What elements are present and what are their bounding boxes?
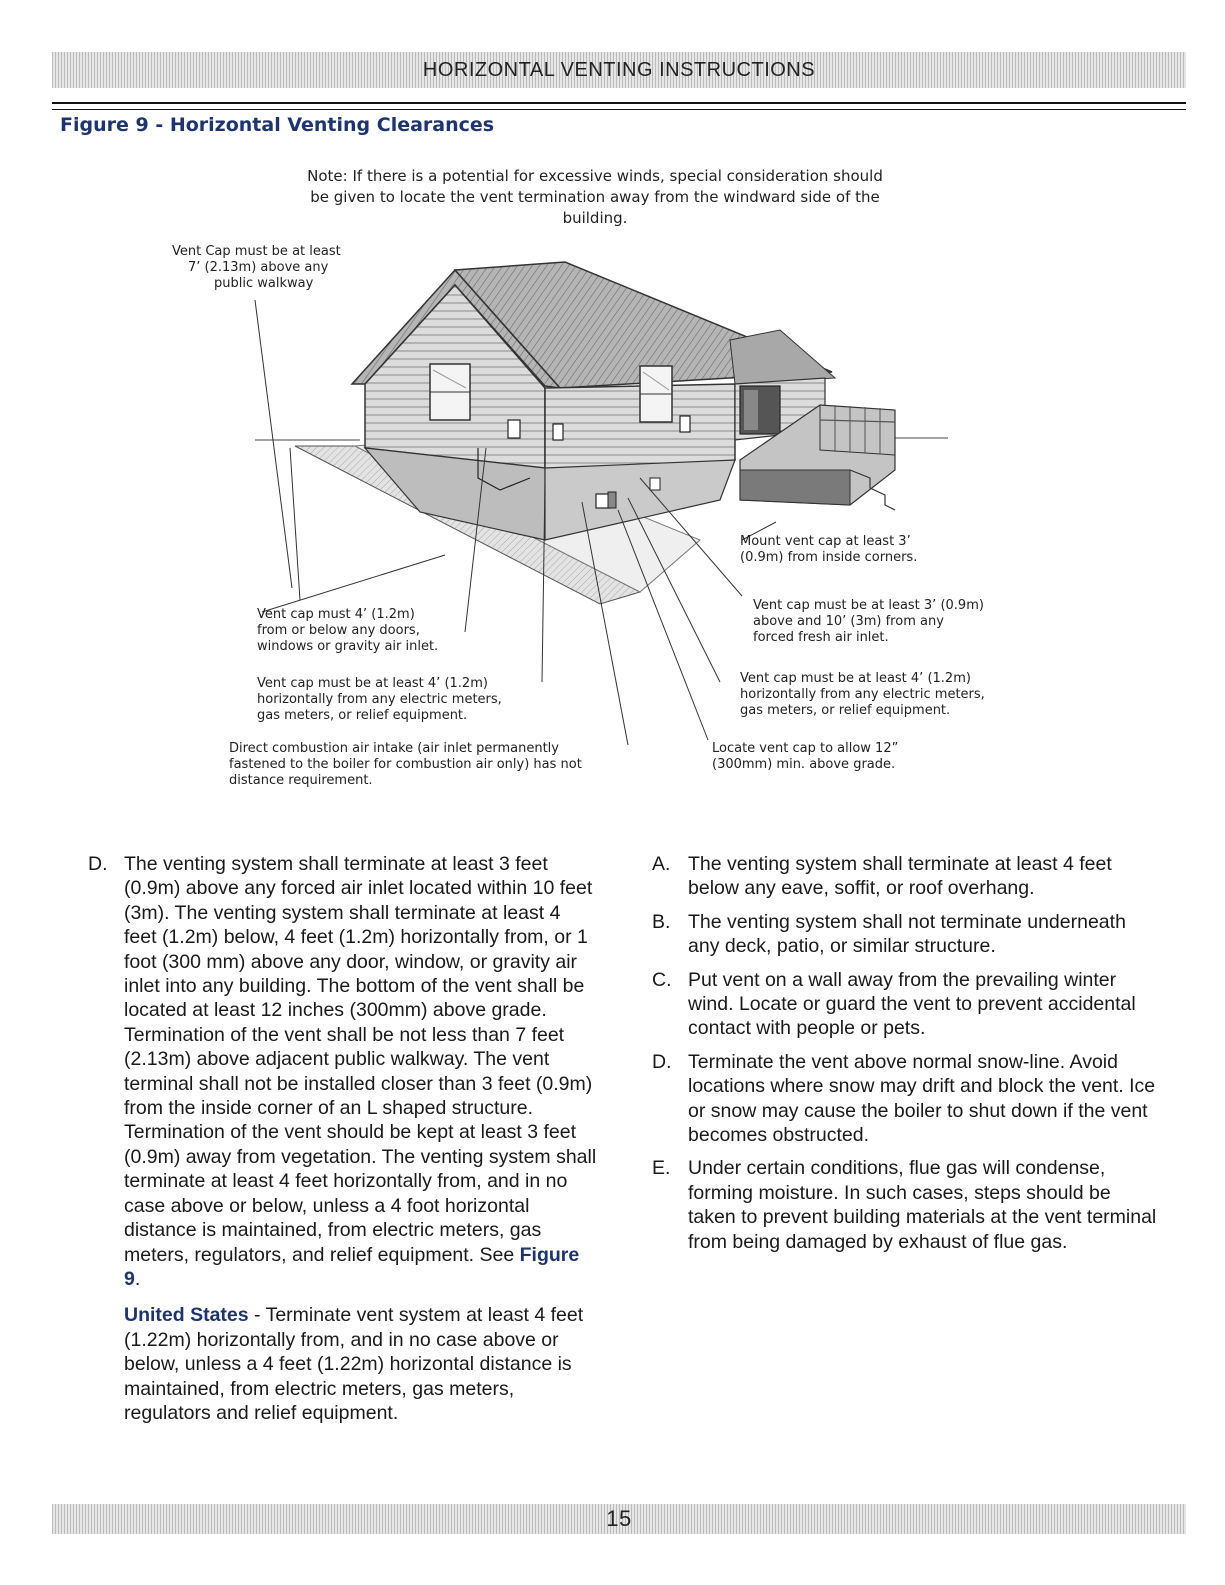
united-states-text: - Terminate vent system at least 4 feet (1.22m) horizontally from, and in no case above or below, unless a 4 feet (1.22m) horizontal distance is maintained, from electric meters, gas meters, regulators and relief equipment. (124, 1304, 584, 1424)
list-item-d-left (88, 852, 598, 1291)
page-number: 15 (606, 1506, 632, 1531)
right-column (652, 852, 1162, 1263)
label-meters-right: Vent cap must be at least 4’ (1.2m) horizontally from any electric meters, gas meters, or relief equipment. (740, 671, 985, 718)
figure-reference: Figure 9 (124, 1243, 580, 1290)
list-item-a: A. The venting system shall terminate at least 4 feet below any eave, soffit, or roof overhang. (652, 853, 1112, 900)
item-text: The venting system shall terminate at least 3 feet (0.9m) above any forced air inlet located within 10 feet (3m). The venting system shall terminate at least 4 feet (1.2m) below, 4 feet (1.2m) horizontally from, or 1 foot (300 mm) above any door, window, or gravity air inlet into any building. The bottom of the vent shall be located at least 12 inches (300mm) above grade. Termination of the vent shall be not less than 7 feet (2.13m) above adjacent public walkway. The vent terminal shall not be installed closer than 3 feet (0.9m) from the inside corner of an L shaped structure. Termination of the vent should be kept at least 3 feet (0.9m) away from vegetation. The venting system shall terminate at least 4 feet horizontally from, and in no case above or below, unless a 4 foot horizontal distance is maintained, from electric meters, gas meters, regulators, and relief equipment. See (124, 853, 597, 1266)
label-doors-windows: Vent cap must 4’ (1.2m) from or below any doors, windows or gravity air inlet. (257, 607, 439, 654)
label-walkway: Vent Cap must be at least 7’ (2.13m) above any public walkway (172, 244, 341, 291)
header-title: HORIZONTAL VENTING INSTRUCTIONS (422, 58, 816, 81)
figure-note: Note: If there is a potential for excessive winds, special consideration should be given to locate the vent termination away from the windward side of the building. (307, 167, 883, 227)
united-states-paragraph (88, 1303, 598, 1425)
list-item-c: C. Put vent on a wall away from the prevailing winter wind. Locate or guard the vent to prevent accidental contact with people or pets. (652, 968, 1136, 1040)
label-meters-left: Vent cap must be at least 4’ (1.2m) horizontally from any electric meters, gas meters, or relief equipment. (257, 676, 502, 723)
figure-reference-tail: . (134, 1267, 141, 1290)
left-column (88, 852, 598, 1434)
list-item-e: E. Under certain conditions, flue gas will condense, forming moisture. In such cases, steps should be taken to prevent building materials at the vent terminal from being damaged by exhaust of flue gas. (652, 1157, 1157, 1253)
label-inside-corners: Mount vent cap at least 3’ (0.9m) from inside corners. (740, 534, 918, 565)
united-states-lead: United States (124, 1304, 249, 1327)
figure-title: Figure 9 - Horizontal Venting Clearances (60, 114, 495, 136)
list-item-d: D. Terminate the vent above normal snow-line. Avoid locations where snow may drift and block the vent. Ice or snow may cause the boiler to shut down if the vent becomes obstructed. (652, 1050, 1156, 1147)
list-item-b: B. The venting system shall not terminate underneath any deck, patio, or similar structure. (652, 910, 1126, 958)
label-above-grade: Locate vent cap to allow 12” (300mm) min. above grade. (712, 741, 899, 772)
item-letter: D. (88, 853, 108, 875)
label-forced-air: Vent cap must be at least 3’ (0.9m) above and 10’ (3m) from any forced fresh air inlet. (753, 598, 984, 645)
footer-banner (52, 1504, 1186, 1534)
label-direct-combustion: Direct combustion air intake (air inlet permanently fastened to the boiler for combustion air only) has not distance requirement. (229, 741, 582, 788)
